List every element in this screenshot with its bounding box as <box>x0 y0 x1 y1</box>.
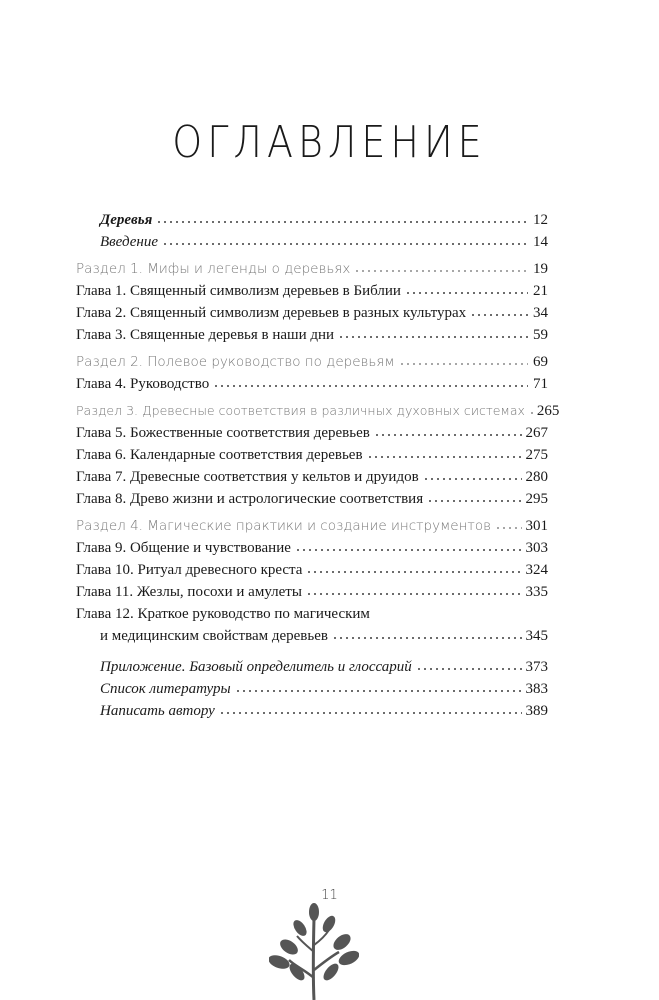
toc-entry-label: Деревья <box>100 212 153 228</box>
leader-dots <box>332 636 522 640</box>
leader-dots <box>367 455 522 459</box>
toc-entry-label: Глава 2. Священный символизм деревьев в разных культурах <box>76 305 467 321</box>
toc-entry[interactable] <box>76 581 548 603</box>
toc-entry[interactable] <box>100 678 548 700</box>
toc-page-number: 19 <box>533 261 548 277</box>
toc-entry[interactable] <box>76 537 548 559</box>
toc-entry[interactable] <box>76 280 548 302</box>
toc-entry-label: Глава 1. Священный символизм деревьев в Библии <box>76 283 401 299</box>
toc-page-number: 14 <box>533 234 548 250</box>
toc-entry[interactable] <box>100 700 548 722</box>
toc-page-number: 345 <box>525 628 548 644</box>
toc-entry-label: Глава 4. Руководство <box>76 376 210 392</box>
toc-entry[interactable] <box>76 559 548 581</box>
toc-section-heading[interactable] <box>76 400 560 422</box>
toc-entry[interactable] <box>100 656 548 678</box>
toc-page-number: 12 <box>533 212 548 228</box>
toc-entry[interactable] <box>100 625 548 647</box>
toc-section-label: Раздел 3. Древесные соответствия в различных духовных системах <box>76 403 525 418</box>
toc-page-number: 303 <box>525 540 548 556</box>
toc-entry-line1[interactable]: Глава 12. Краткое руководство по магическим <box>76 606 370 622</box>
toc-page-number: 21 <box>533 283 548 299</box>
toc-entry-label: Список литературы <box>100 681 231 697</box>
toc-entry[interactable] <box>76 444 548 466</box>
leader-dots <box>427 499 521 503</box>
leader-dots <box>529 411 533 415</box>
toc-page-number: 275 <box>525 447 548 463</box>
toc-section-label: Раздел 2. Полевое руководство по деревьям <box>76 354 395 370</box>
toc-page-number: 71 <box>533 376 548 392</box>
toc-page-number: 69 <box>533 354 548 370</box>
toc-page-number: 383 <box>525 681 548 697</box>
leader-dots <box>295 548 522 552</box>
toc-entry[interactable] <box>76 324 548 346</box>
toc-entry[interactable] <box>76 302 548 324</box>
leader-dots <box>470 313 528 317</box>
toc-entry-label: Приложение. Базовый определитель и глоссарий <box>100 659 412 675</box>
leader-dots <box>374 433 522 437</box>
toc-section-heading[interactable] <box>76 351 548 373</box>
toc-page-number: 59 <box>533 327 548 343</box>
leader-dots <box>495 526 522 530</box>
toc-entry-label: и медицинским свойствам деревьев <box>100 628 328 644</box>
toc-entry-label: Написать автору <box>100 703 215 719</box>
toc-entry[interactable] <box>76 422 548 444</box>
toc-section-heading[interactable] <box>76 515 548 537</box>
toc-page-number: 34 <box>533 305 548 321</box>
toc-entry[interactable] <box>76 373 548 395</box>
leader-dots <box>306 592 522 596</box>
leader-dots <box>405 291 528 295</box>
leader-dots <box>399 362 528 366</box>
leader-dots <box>306 570 521 574</box>
leader-dots <box>416 667 522 671</box>
toc-section-heading[interactable] <box>76 258 548 280</box>
leader-dots <box>213 384 528 388</box>
toc-entry[interactable] <box>100 231 548 253</box>
leader-dots <box>338 335 528 339</box>
page-number: 11 <box>321 888 338 903</box>
toc-entry-label: Глава 8. Древо жизни и астрологические соответствия <box>76 491 424 507</box>
toc-entry-label: Глава 9. Общение и чувствование <box>76 540 291 556</box>
toc-entry[interactable] <box>76 488 548 510</box>
toc-page-number: 335 <box>525 584 548 600</box>
toc-entry-label: Введение <box>100 234 158 250</box>
toc-entry-label: Глава 7. Древесные соответствия у кельтов и друидов <box>76 469 419 485</box>
leader-dots <box>219 711 522 715</box>
toc-page-number: 324 <box>525 562 548 578</box>
toc-page-number: 389 <box>525 703 548 719</box>
toc-page-number: 267 <box>525 425 548 441</box>
toc-section-label: Раздел 1. Мифы и легенды о деревьях <box>76 261 351 277</box>
page-title: ОГЛАВЛЕНИЕ <box>172 116 487 168</box>
tree-ornament-icon <box>269 900 359 1000</box>
toc-page-number: 373 <box>525 659 548 675</box>
toc-entry-label: Глава 5. Божественные соответствия деревьев <box>76 425 370 441</box>
toc-section-label: Раздел 4. Магические практики и создание инструментов <box>76 518 491 534</box>
leader-dots <box>423 477 522 481</box>
toc-page-number: 280 <box>525 469 548 485</box>
toc-entry[interactable] <box>76 466 548 488</box>
leader-dots <box>162 242 528 246</box>
toc-entry-label: Глава 11. Жезлы, посохи и амулеты <box>76 584 302 600</box>
toc-page-number: 295 <box>525 491 548 507</box>
leader-dots <box>354 269 528 273</box>
toc-entry-label: Глава 6. Календарные соответствия деревьев <box>76 447 363 463</box>
toc-entry[interactable] <box>100 209 548 231</box>
toc-page-number: 301 <box>525 518 548 534</box>
toc-entry-label: Глава 10. Ритуал древесного креста <box>76 562 303 578</box>
leader-dots <box>156 220 528 224</box>
toc-page-number: 265 <box>536 403 560 419</box>
leader-dots <box>235 689 522 693</box>
toc-entry-label: Глава 3. Священные деревья в наши дни <box>76 327 335 343</box>
